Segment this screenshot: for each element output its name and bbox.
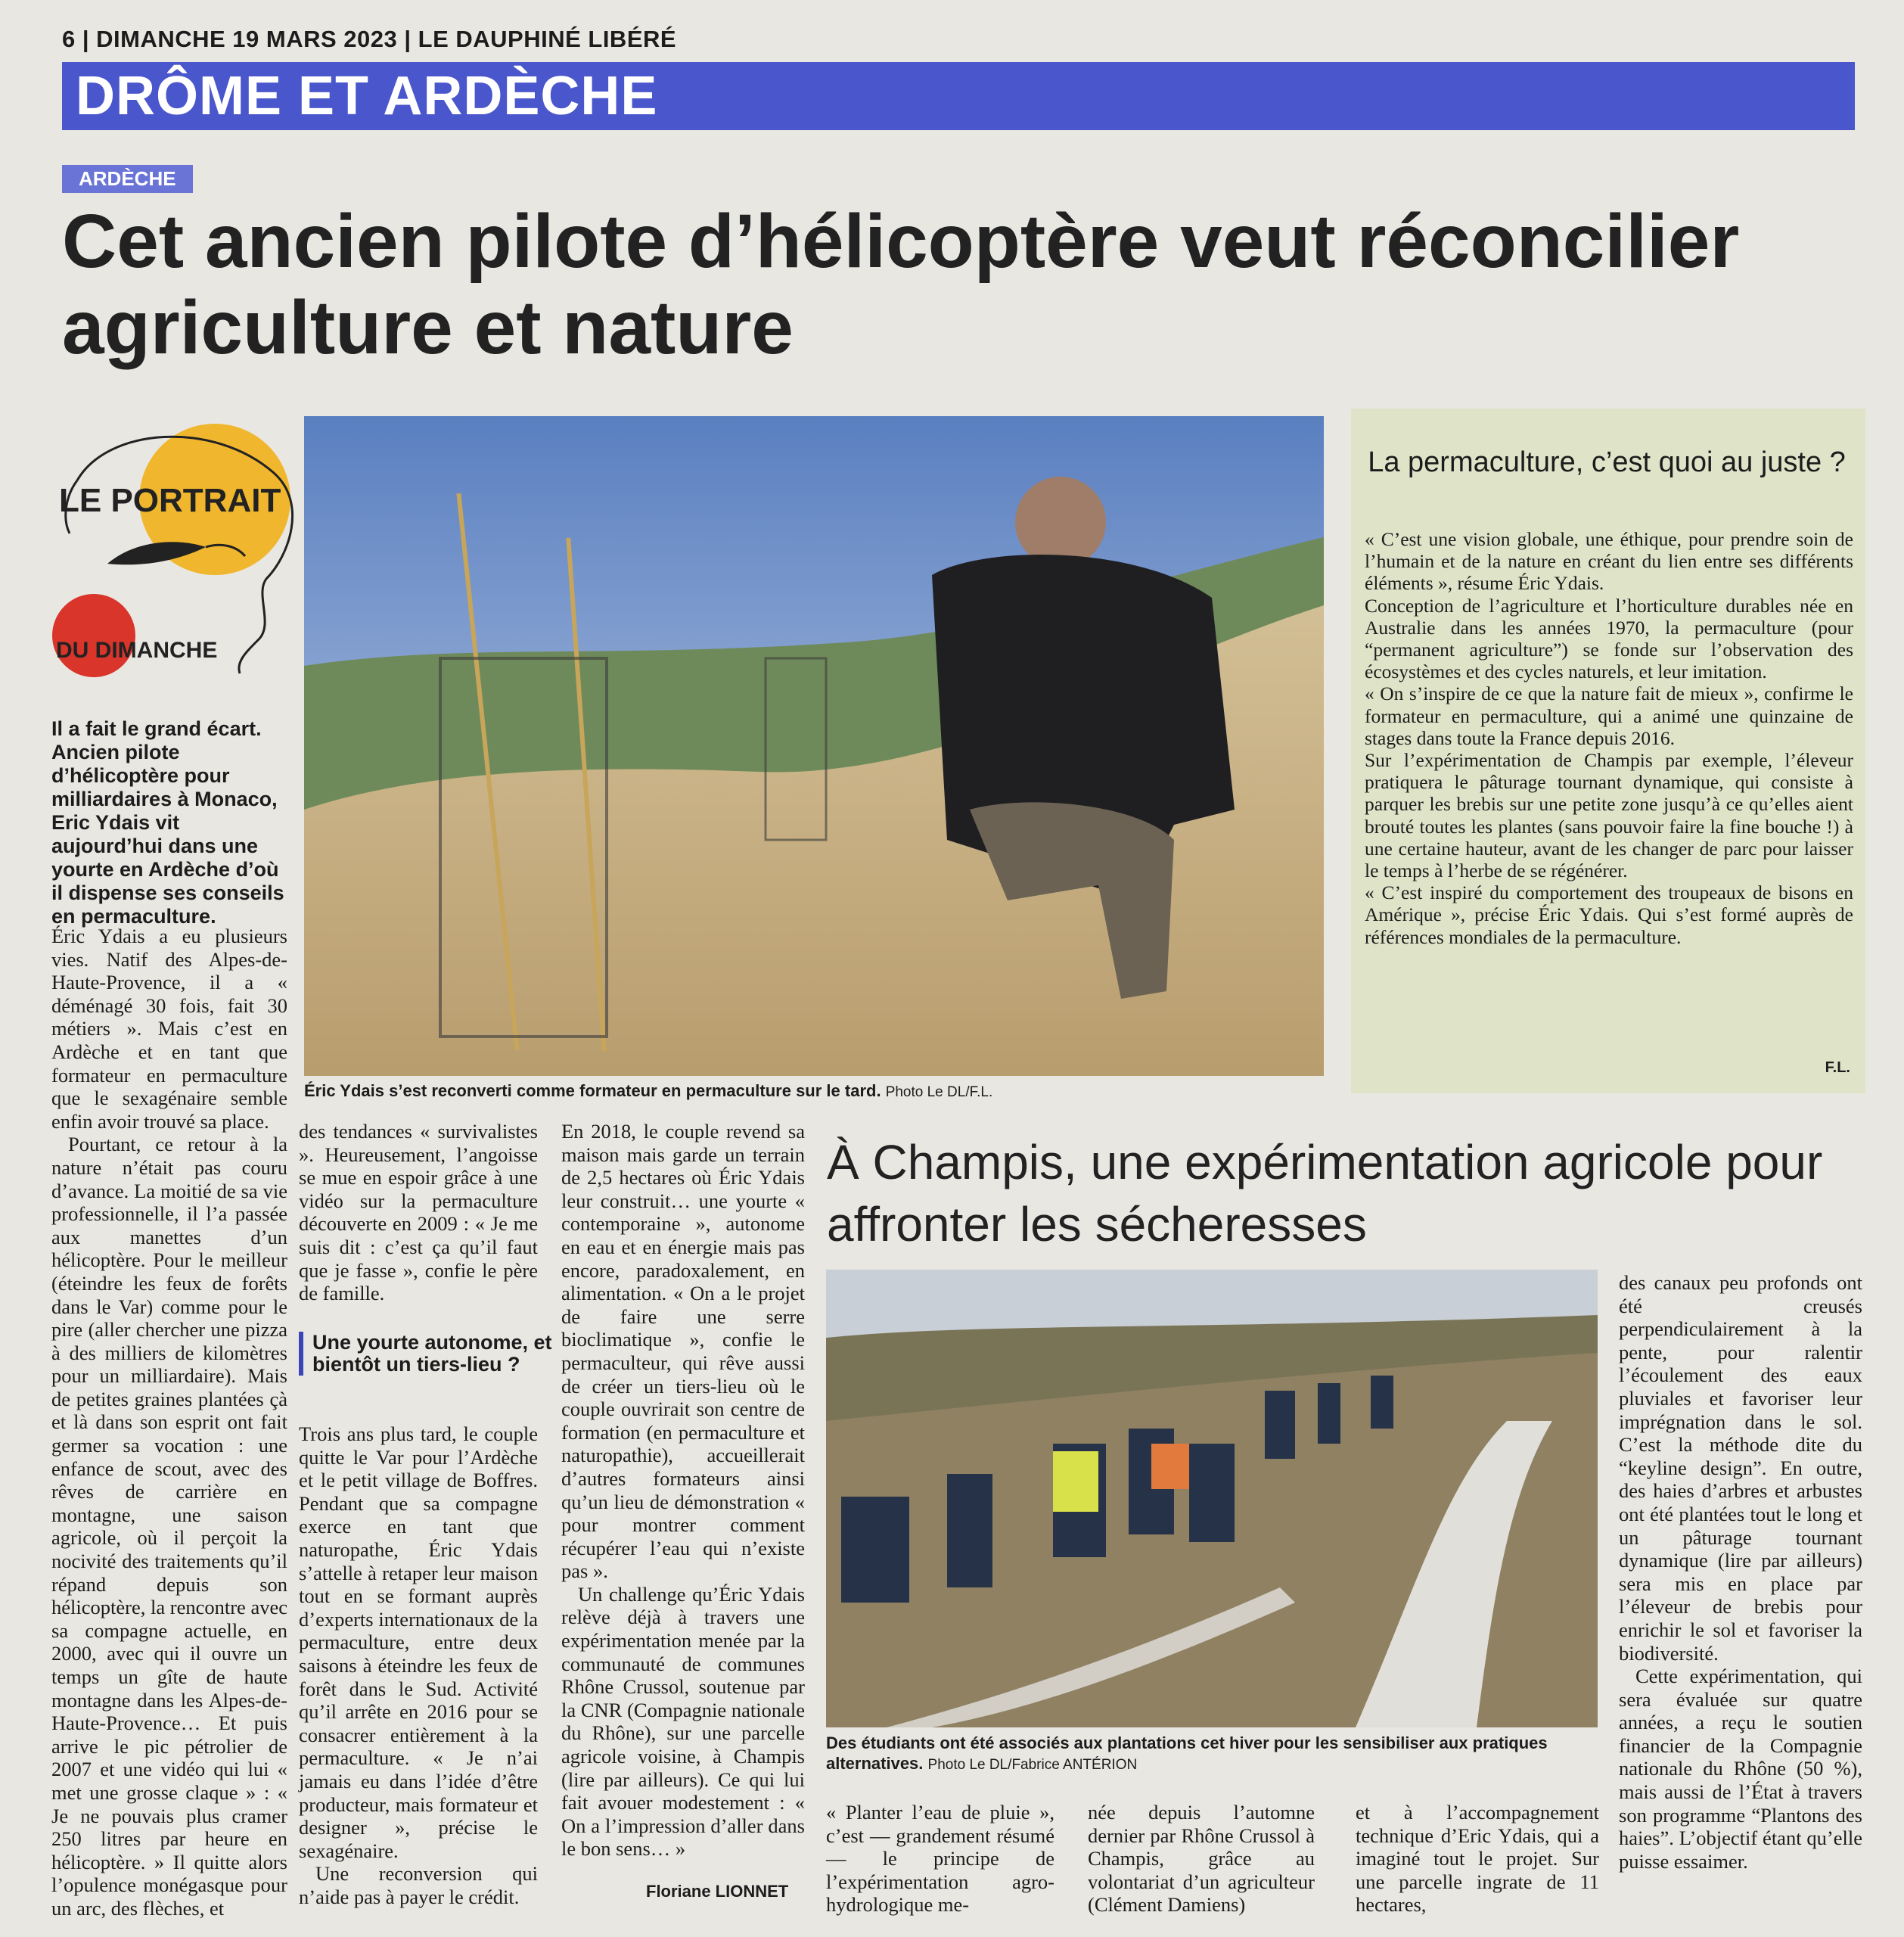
body-paragraph: des canaux peu profonds ont été creusés perpendiculairement à la pente, pour ralentir l’écoulement des eaux pluviales et favoriser leur imprégnation dans le sol. C’est la méthode dite du “keyline design”. En outre, des haies d’arbres et arbustes ont été plantées tout le long et un pâturage tournant dynamique (lire par ailleurs) sera mis en place par l’éleveur de brebis pour enrichir le sol et favoriser la biodiversité. (1619, 1271, 1862, 1665)
body-paragraph: Pourtant, ce retour à la nature n’était pas couru d’avance. La moitié de sa vie professionnelle, il l’a passée aux manettes d’un hélicoptère. Pour le meilleur (éteindre les feux de forêts dans le Var) comme pour le pire (aller chercher une pizza à des milliers de kilomètres pour un milliardaire). Mais de petites graines plantées çà et là dans son esprit ont fait germer sa vocation : une enfance de scout, avec des rêves de carrière en montagne, une saison agricole, où il perçoit la nocivité des traitements qu’il répand depuis son hélicoptère, la rencontre avec sa compagne actuelle, en 2000, avec qui il ouvre un temps un gîte de haute montagne dans les Alpes-de-Haute-Provence… Et puis arrive le pic pétrolier de 2007 et une vidéo qui lui « met une grosse claque » : « Je ne pouvais plus cramer 250 litres par heure en hélicoptère. » Il quitte alors l’opulence monégasque pour un arc, des flèches, et (51, 1133, 287, 1920)
main-headline: Cet ancien pilote d’hélicoptère veut réconcilier agriculture et nature (62, 199, 1740, 370)
sidebar-paragraph: Conception de l’agriculture et l’horticulture durables née en Australie dans les années 1970, la permaculture (pour “permanent agriculture”) se fonde sur l’observation des écosystèmes et des cycles naturels, et leur imitation. (1365, 594, 1853, 683)
article-subhead: Une yourte autonome, et bientôt un tiers-lieu ? (299, 1332, 562, 1376)
body-paragraph: « Planter l’eau de pluie », c’est — grandement résumé — le principe de l’expérimentation agro-hydrologique me- (826, 1801, 1054, 1917)
photo-students-planting (826, 1270, 1598, 1727)
body-paragraph: Un challenge qu’Éric Ydais relève déjà à travers une expérimentation menée par la communauté de communes Rhône Crussol, soutenue par la CNR (Compagnie nationale du Rhône), sur une parcelle agricole voisine, à Champis (lire par ailleurs). Ce qui lui fait avouer modestement : « On a l’impression d’aller dans le bon sens… » (561, 1582, 805, 1861)
body-paragraph: des tendances « survivalistes ». Heureusement, l’angoisse se mue en espoir grâce à une vidéo sur la permaculture découverte en 2009 : « Je me suis dit : c’est ça qu’il faut que je fasse », confie le père de famille. (299, 1120, 538, 1305)
article-column-1 (51, 925, 287, 1920)
photo-credit: Photo Le DL/F.L. (885, 1084, 993, 1100)
logo-text-top: LE PORTRAIT (59, 482, 281, 519)
sidebar-paragraph: « C’est inspiré du comportement des troupeaux de bisons en Amérique », précise Éric Ydais. Qui s’est formé auprès de références mondiales de la permaculture. (1365, 881, 1853, 948)
sidebar-paragraph: « C’est une vision globale, une éthique, pour prendre soin de l’humain et de la nature en créant du lien entre ses différents éléments », résume Éric Ydais. (1365, 528, 1853, 595)
author-byline: Floriane LIONNET (646, 1882, 789, 1901)
photo-eric-ydais (304, 416, 1324, 1076)
body-paragraph: et à l’accompagnement technique d’Eric Ydais, qui a imaginé tout le projet. Sur une parcelle ingrate de 11 hectares, (1356, 1801, 1599, 1917)
caption-text: Des étudiants ont été associés aux plantations cet hiver pour les sensibiliser aux pratiques alternatives. (826, 1733, 1548, 1773)
sidebar-signature: F.L. (1825, 1059, 1850, 1076)
caption-text: Éric Ydais s’est reconverti comme formateur en permaculture sur le tard. (304, 1081, 881, 1100)
main-photo (304, 416, 1324, 1076)
champis-photo (826, 1270, 1598, 1727)
sidebar-paragraph: Sur l’expérimentation de Champis par exemple, l’éleveur pratiquera le pâturage tournant dynamique, qui consiste à parquer les brebis sur une petite zone jusqu’à ce qu’elles aient brouté toutes les plantes (sans pouvoir faire la fine bouche !) à une certaine hauteur, avant de les changer de parc pour laisser le temps à l’herbe de se régénérer. (1365, 749, 1853, 882)
article-column-2b (299, 1422, 538, 1908)
article-column-2 (299, 1120, 538, 1305)
sidebar-body (1365, 528, 1853, 948)
photo-credit: Photo Le DL/Fabrice ANTÉRION (927, 1757, 1138, 1773)
article2-column-right (1619, 1271, 1862, 1873)
sidebar-title: La permaculture, c’est quoi au juste ? (1368, 446, 1846, 478)
body-paragraph: Cette expérimentation, qui sera évaluée sur quatre années, a reçu le soutien financier de la Compagnie nationale du Rhône (50 %), mais aussi de l’État à travers son programme “Plantons des haies”. L’objectif étant qu’elle puisse essaimer. (1619, 1665, 1862, 1873)
body-paragraph: En 2018, le couple revend sa maison mais garde un terrain de 2,5 hectares où Éric Ydais leur construit… une yourte « contemporaine », autonome en eau et en énergie mais pas encore, paradoxalement, en alimentation. « On a le projet de faire une serre bioclimatique », confie le permaculteur, qui rêve aussi de créer un tiers-lieu où le couple ouvrirait son centre de formation (en permaculture et naturopathie), accueillerait d’autres formateurs ainsi qu’un lieu de démonstration « pour montrer comment récupérer l’eau qui n’existe pas ». (561, 1120, 805, 1583)
kicker-label: ARDÈCHE (62, 165, 193, 193)
main-photo-caption (304, 1080, 1324, 1102)
page-header-line: 6 | DIMANCHE 19 MARS 2023 | LE DAUPHINÉ LIBÉRÉ (62, 26, 677, 52)
body-paragraph: Une reconversion qui n’aide pas à payer le crédit. (299, 1862, 538, 1908)
section-title: DRÔME ET ARDÈCHE (76, 66, 658, 126)
body-paragraph: Trois ans plus tard, le couple quitte le Var pour l’Ardèche et le petit village de Boffres. Pendant que sa compagne exerce en tant que naturopathe, Éric Ydais s’attelle à retaper leur maison tout en se formant auprès d’experts internationaux de la permaculture, entre deux saisons à éteindre les feux de forêt dans le Sud. Activité qu’il arrête en 2016 pour se consacrer entièrement à la permaculture. « Je n’ai jamais eu dans l’idée d’être producteur, mais formateur et designer », précise le sexagénaire. (299, 1422, 538, 1862)
article2-column-c (1356, 1801, 1599, 1917)
body-paragraph: née depuis l’automne dernier par Rhône Crussol à Champis, grâce au volontariat d’un agriculteur (Clément Damiens) (1088, 1801, 1315, 1917)
champis-photo-caption (826, 1733, 1598, 1775)
article2-column-a (826, 1801, 1054, 1917)
logo-text-bottom: DU DIMANCHE (56, 638, 218, 663)
sidebar-paragraph: « On s’inspire de ce que la nature fait de mieux », confirme le formateur en permaculture, qui a animé une quinzaine de stages dans toute la France depuis 2016. (1365, 682, 1853, 749)
sidebar-box (1351, 409, 1865, 1093)
article-column-3 (561, 1120, 805, 1861)
article2-column-b (1088, 1801, 1315, 1917)
lead-paragraph: Il a fait le grand écart. Ancien pilote d’hélicoptère pour milliardaires à Monaco, Eric Ydais vit aujourd’hui dans une yourte en Ardèche d’où il dispense ses conseils en permaculture. (51, 717, 284, 928)
section-banner (62, 62, 1855, 130)
portrait-logo (47, 412, 304, 685)
article2-headline: À Champis, une expérimentation agricole pour affronter les sécheresses (827, 1135, 1823, 1251)
body-paragraph: Éric Ydais a eu plusieurs vies. Natif des Alpes-de-Haute-Provence, il a « déménagé 30 fois, fait 30 métiers ». Mais c’est en Ardèche et en tant que formateur en permaculture que le sexagénaire semble enfin avoir trouvé sa place. (51, 925, 287, 1133)
